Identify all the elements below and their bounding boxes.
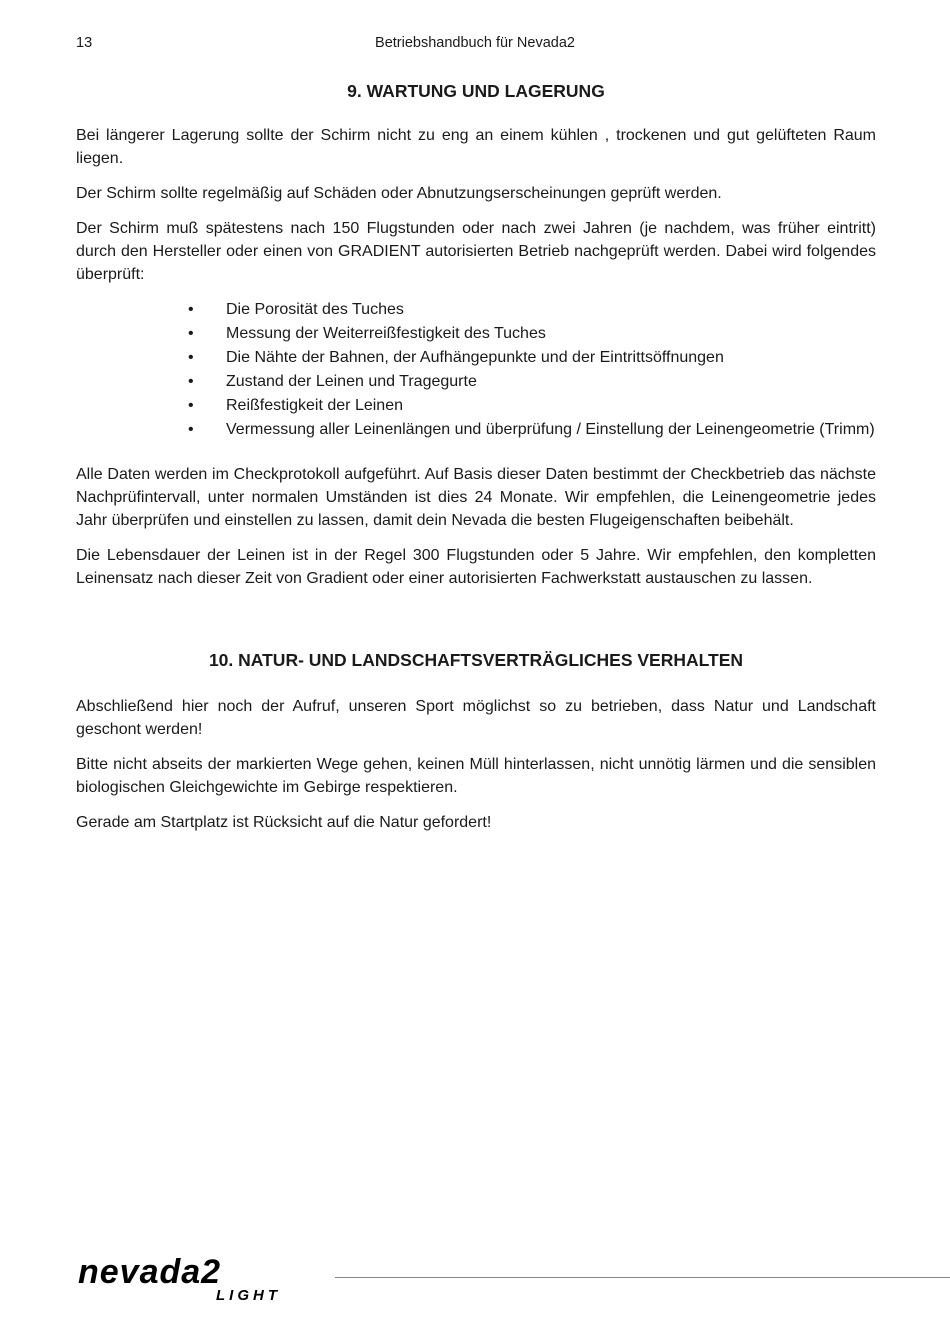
paragraph: Abschließend hier noch der Aufruf, unseren Sport möglichst so zu betrieben, dass Natur und Landschaft geschont werden! — [76, 698, 876, 738]
list-item — [188, 346, 876, 369]
list-item — [188, 298, 876, 321]
list-item-text: Zustand der Leinen und Tragegurte — [226, 373, 477, 390]
list-item-text: Vermessung aller Leinenlängen und überprüfung / Einstellung der Leinengeometrie (Trimm) — [226, 421, 875, 438]
list-item-text: Reißfestigkeit der Leinen — [226, 397, 403, 414]
check-list — [76, 298, 876, 441]
list-item-text: Messung der Weiterreißfestigkeit des Tuches — [226, 325, 546, 342]
bullet-icon: • — [188, 421, 194, 438]
page-number: 13 — [76, 35, 93, 51]
list-item — [188, 370, 876, 393]
logo-sub-text: LIGHT — [216, 1287, 281, 1304]
nevada2-light-logo — [76, 1257, 336, 1307]
paragraph: Der Schirm sollte regelmäßig auf Schäden oder Abnutzungserscheinungen geprüft werden. — [76, 185, 722, 202]
bullet-icon: • — [188, 397, 194, 414]
list-item — [188, 394, 876, 417]
section-10-title: 10. NATUR- UND LANDSCHAFTSVERTRÄGLICHES VERHALTEN — [208, 650, 744, 670]
bullet-icon: • — [188, 301, 194, 318]
logo-main-text: nevada2 — [78, 1257, 222, 1291]
paragraph: Alle Daten werden im Checkprotokoll aufgeführt. Auf Basis dieser Daten bestimmt der Checkbetrieb das nächste Nachprüfintervall, unter normalen Umständen ist dies 24 Monate. Wir empfehlen, die Leinengeometrie jedes Jahr überprüfen und einstellen zu lassen, damit dein Nevada die besten Flugeigenschaften beibehält. — [76, 466, 876, 529]
running-header: Betriebshandbuch für Nevada2 — [375, 35, 575, 51]
list-item-text: Die Porosität des Tuches — [226, 301, 404, 318]
paragraph: Die Lebensdauer der Leinen ist in der Regel 300 Flugstunden oder 5 Jahre. Wir empfehlen, den kompletten Leinensatz nach dieser Zeit von Gradient oder einer autorisierten Fachwerkstatt austauschen zu lassen. — [76, 547, 876, 587]
footer-rule — [335, 1277, 950, 1278]
list-item-text: Die Nähte der Bahnen, der Aufhängepunkte und der Eintrittsöffnungen — [226, 349, 724, 366]
paragraph: Bei längerer Lagerung sollte der Schirm nicht zu eng an einem kühlen , trockenen und gut gelüfteten Raum liegen. — [76, 127, 876, 167]
document-body — [76, 78, 876, 846]
bullet-icon: • — [188, 325, 194, 342]
section-9-title: 9. WARTUNG UND LAGERUNG — [347, 81, 605, 101]
paragraph: Gerade am Startplatz ist Rücksicht auf die Natur gefordert! — [76, 814, 492, 831]
list-item — [188, 418, 876, 441]
paragraph: Bitte nicht abseits der markierten Wege gehen, keinen Müll hinterlassen, nicht unnötig lärmen und die sensiblen biologischen Gleichgewichte im Gebirge respektieren. — [76, 756, 876, 796]
bullet-icon: • — [188, 373, 194, 390]
list-item — [188, 322, 876, 345]
bullet-icon: • — [188, 349, 194, 366]
paragraph: Der Schirm muß spätestens nach 150 Flugstunden oder nach zwei Jahren (je nachdem, was früher eintritt) durch den Hersteller oder einen von GRADIENT autorisierten Betrieb nachgeprüft werden. Dabei wird folgendes überprüft: — [76, 220, 876, 283]
